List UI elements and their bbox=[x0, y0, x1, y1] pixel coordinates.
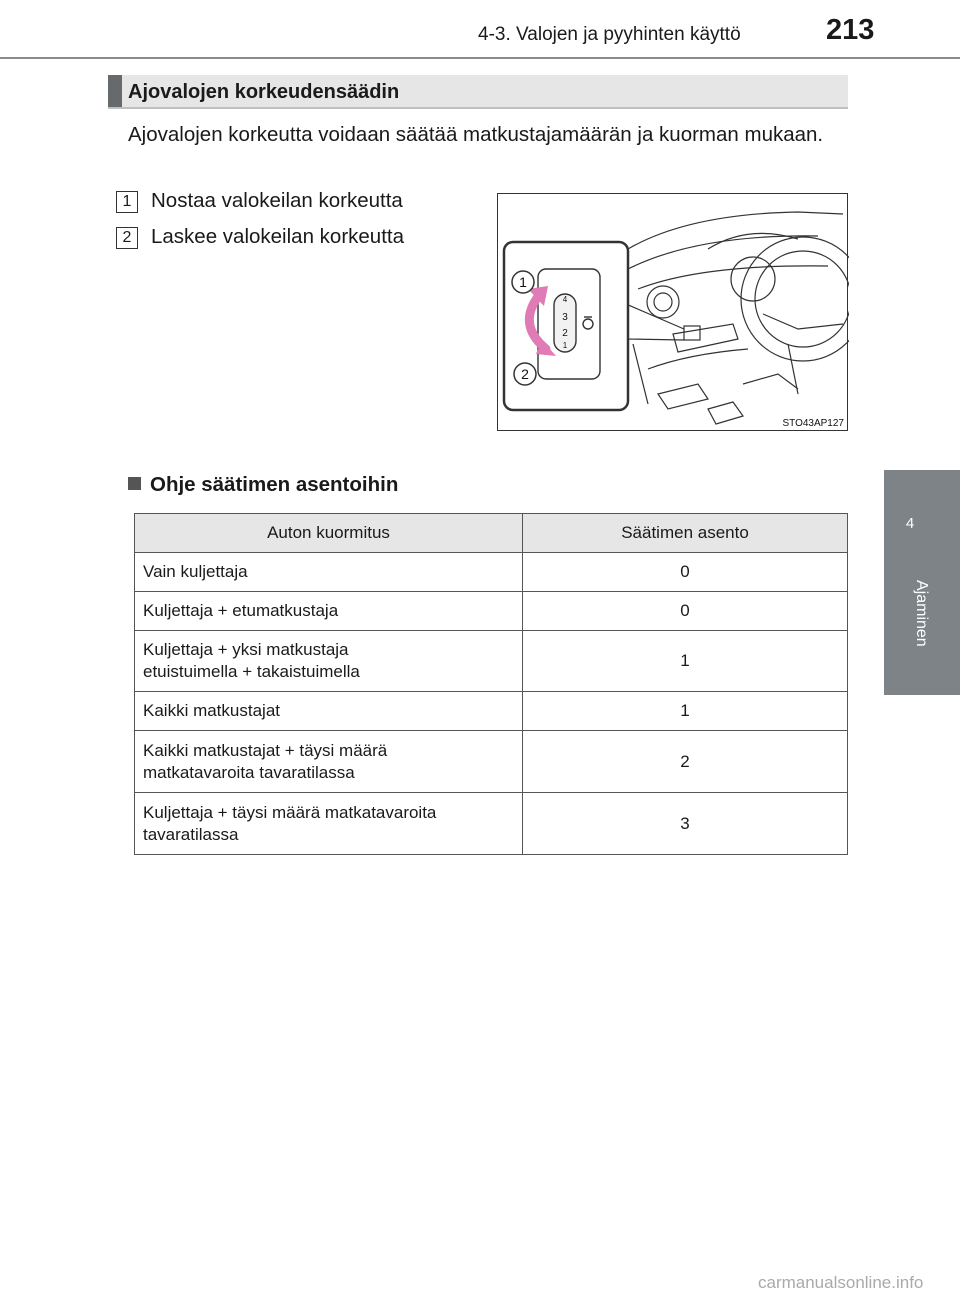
dial-mark-4: 4 bbox=[562, 295, 568, 304]
header-section-title: 4-3. Valojen ja pyyhinten käyttö bbox=[478, 24, 741, 45]
subsection-title-text: Ohje säätimen asentoihin bbox=[150, 473, 399, 496]
subsection-title bbox=[128, 473, 398, 497]
square-bullet-icon bbox=[128, 477, 141, 490]
load-line: etuistuimella + takaistuimella bbox=[143, 662, 360, 681]
callout-1-label: 1 bbox=[519, 274, 527, 290]
chapter-tab-number: 4 bbox=[905, 515, 915, 532]
load-line: Kaikki matkustajat bbox=[143, 701, 280, 720]
section-heading-text: Ajovalojen korkeudensäädin bbox=[128, 81, 400, 103]
dial-mark-3: 3 bbox=[562, 312, 568, 323]
position-cell: 0 bbox=[523, 592, 848, 631]
figure-code: STO43AP127 bbox=[782, 418, 844, 429]
load-line: tavaratilassa bbox=[143, 824, 239, 844]
section-heading-bar bbox=[108, 75, 122, 107]
load-line: Kuljettaja + etumatkustaja bbox=[143, 601, 339, 620]
legend-number-badge: 2 bbox=[116, 227, 138, 249]
header-divider bbox=[0, 57, 960, 59]
load-cell bbox=[135, 592, 523, 631]
legend-item-2 bbox=[116, 225, 404, 255]
load-cell bbox=[135, 793, 523, 855]
chapter-tab-label: Ajaminen bbox=[913, 580, 930, 647]
leveling-positions-table bbox=[134, 513, 848, 855]
table-row bbox=[135, 631, 848, 692]
load-line: Kuljettaja + täysi määrä matkatavaroita bbox=[143, 802, 437, 822]
legend-text: Laskee valokeilan korkeutta bbox=[151, 225, 404, 248]
headlight-leveling-illustration bbox=[497, 193, 848, 431]
position-cell: 2 bbox=[523, 731, 848, 793]
load-line: Kaikki matkustajat + täysi määrä bbox=[143, 740, 388, 760]
dashboard-drawing bbox=[498, 194, 849, 432]
intro-paragraph: Ajovalojen korkeutta voidaan säätää matkustajamäärän ja kuorman mukaan. bbox=[128, 123, 824, 146]
footer-watermark: carmanualsonline.info bbox=[758, 1273, 924, 1292]
table-row bbox=[135, 592, 848, 631]
header-position: Säätimen asento bbox=[523, 514, 848, 553]
page-number: 213 bbox=[826, 14, 875, 46]
section-heading bbox=[108, 75, 848, 109]
position-cell: 3 bbox=[523, 793, 848, 855]
legend-text: Nostaa valokeilan korkeutta bbox=[151, 189, 403, 212]
legend-item-1 bbox=[116, 189, 403, 219]
position-cell: 0 bbox=[523, 553, 848, 592]
dial-mark-1: 1 bbox=[562, 341, 568, 350]
load-line: matkatavaroita tavaratilassa bbox=[143, 762, 355, 782]
table-row bbox=[135, 692, 848, 731]
load-cell bbox=[135, 631, 523, 692]
load-cell bbox=[135, 692, 523, 731]
position-cell: 1 bbox=[523, 692, 848, 731]
callout-2-label: 2 bbox=[521, 366, 529, 382]
position-cell: 1 bbox=[523, 631, 848, 692]
header-load: Auton kuormitus bbox=[135, 514, 523, 553]
load-cell bbox=[135, 553, 523, 592]
load-cell bbox=[135, 731, 523, 793]
table-row bbox=[135, 731, 848, 793]
load-line: Vain kuljettaja bbox=[143, 562, 248, 581]
load-line: Kuljettaja + yksi matkustaja bbox=[143, 640, 349, 659]
legend-number-badge: 1 bbox=[116, 191, 138, 213]
table-row bbox=[135, 793, 848, 855]
table-row bbox=[135, 553, 848, 592]
dial-mark-2: 2 bbox=[562, 328, 568, 339]
table-header-row bbox=[135, 514, 848, 553]
